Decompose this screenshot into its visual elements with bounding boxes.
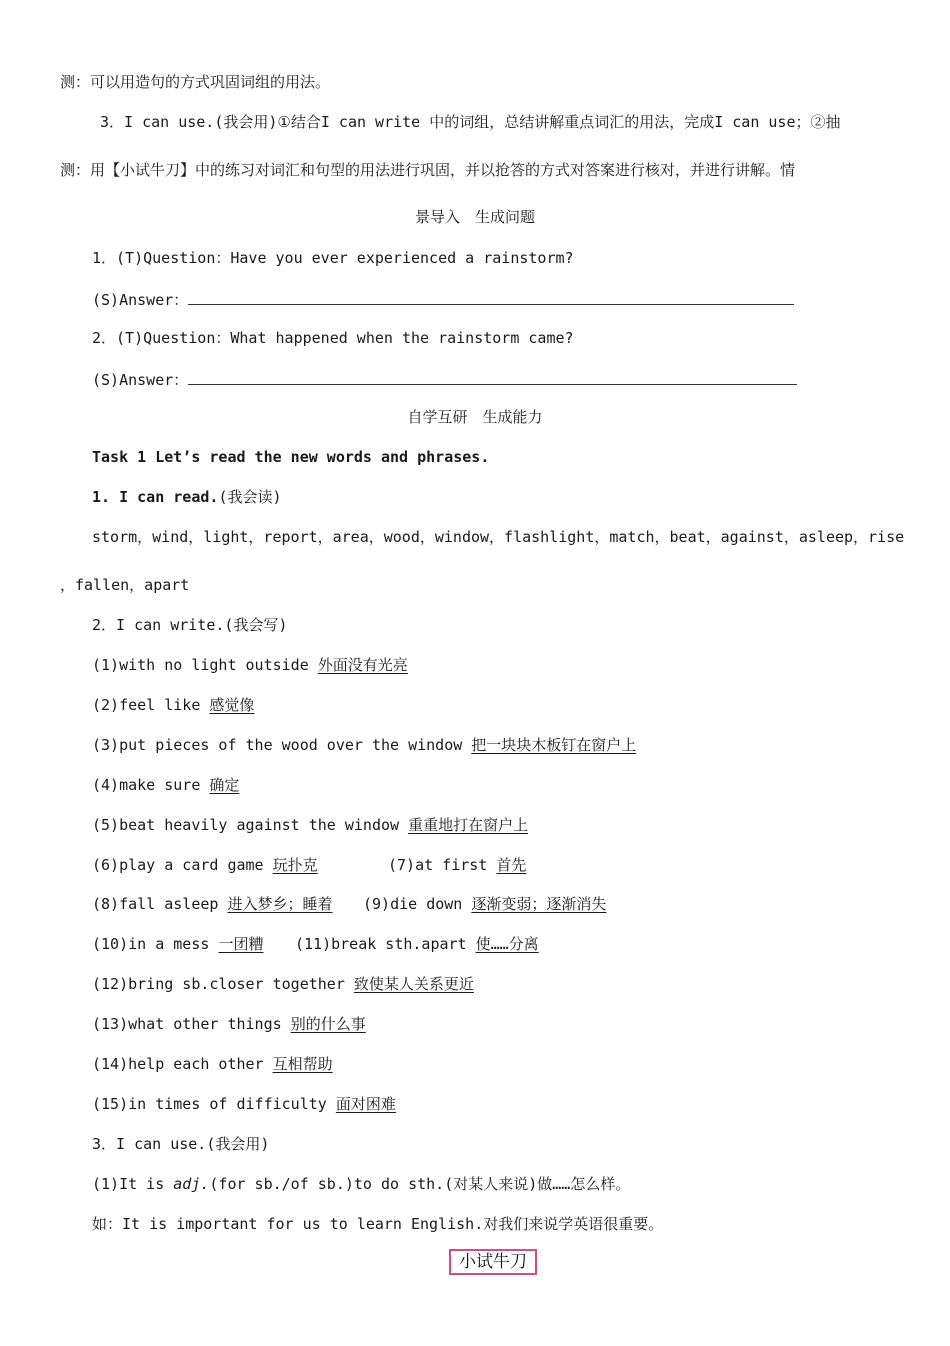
phrase-en: (13)what other things [92, 1015, 291, 1033]
practice-badge: 小试牛刀 [449, 1249, 537, 1275]
use-pattern-1-example: 如：It is important for us to learn English.对我们来说学英语很重要。 [92, 1215, 664, 1233]
phrase-cn-answer: 重重地打在窗户上 [408, 816, 529, 834]
phrase-row [92, 934, 263, 954]
answer-1-label: (S)Answer： [92, 291, 189, 309]
phrase-en: (1)with no light outside [92, 656, 318, 674]
phrase-row [92, 974, 474, 994]
intro-line-3: 测：用【小试牛刀】中的练习对词汇和句型的用法进行巩固，并以抢答的方式对答案进行核对，并进行讲解。情 [60, 161, 796, 179]
phrase-cn-answer: 逐渐变弱；逐渐消失 [471, 895, 607, 913]
section-heading-self-study: 自学互研 生成能力 [407, 408, 543, 426]
phrase-cn-answer: 互相帮助 [272, 1055, 333, 1073]
intro-line-1: 测：可以用造句的方式巩固词组的用法。 [60, 73, 331, 91]
phrase-en: (2)feel like [92, 696, 210, 714]
phrase-cn-answer: 面对困难 [335, 1095, 396, 1113]
phrase-row [92, 1054, 333, 1074]
phrase-en: (8)fall asleep [92, 895, 228, 913]
phrase-en: (3)put pieces of the wood over the window [92, 736, 472, 754]
phrase-row [92, 775, 239, 795]
question-1: 1．(T)Question：Have you ever experienced a rainstorm? [92, 249, 574, 267]
phrase-en: (7)at first [388, 856, 497, 874]
phrase-en: (6)play a card game [92, 856, 273, 874]
phrase-cn-answer: 致使某人关系更近 [353, 975, 474, 993]
phrase-row [92, 894, 332, 914]
i-can-read-cn: (我会读) [218, 488, 282, 506]
task-1-heading: Task 1 Let’s read the new words and phrases. [92, 448, 490, 466]
intro-line-2: 3．I can use.(我会用)①结合I can write 中的词组，总结讲解重点词汇的用法，完成I can use；②抽 [100, 113, 841, 131]
i-can-read-en: 1. I can read. [92, 488, 219, 506]
phrase-row [92, 655, 408, 675]
phrase-cn-answer: 玩扑克 [272, 856, 318, 874]
phrase-row [363, 894, 606, 914]
answer-2-label: (S)Answer： [92, 371, 189, 389]
word-list-line-1: storm，wind，light，report，area，wood，window，flashlight，match，beat，against，asleep，rise [92, 528, 905, 546]
phrase-cn-answer: 确定 [209, 776, 240, 794]
phrase-row [92, 695, 254, 715]
answer-2-blank[interactable] [188, 368, 797, 385]
phrase-en: (10)in a mess [92, 935, 219, 953]
use-pattern-1 [92, 1174, 630, 1194]
phrase-row [295, 934, 539, 954]
phrase-en: (4)make sure [92, 776, 210, 794]
use-pattern-1-start: (1)It is [92, 1175, 174, 1193]
phrase-row [92, 735, 636, 755]
phrase-en: (15)in times of difficulty [92, 1095, 336, 1113]
use-pattern-1-adj: adj. [173, 1175, 210, 1193]
i-can-write-heading: 2．I can write.(我会写) [92, 616, 288, 634]
phrase-cn-answer: 进入梦乡；睡着 [227, 895, 333, 913]
phrase-en: (12)bring sb.closer together [92, 975, 354, 993]
phrase-en: (9)die down [363, 895, 472, 913]
phrase-cn-answer: 外面没有光亮 [317, 656, 408, 674]
i-can-use-heading: 3．I can use.(我会用) [92, 1135, 270, 1153]
word-list-line-2: ，fallen，apart [60, 576, 190, 594]
question-2: 2．(T)Question：What happened when the rainstorm came? [92, 329, 574, 347]
phrase-en: (11)break sth.apart [295, 935, 476, 953]
answer-1-blank[interactable] [188, 288, 794, 305]
phrase-en: (14)help each other [92, 1055, 273, 1073]
phrase-cn-answer: 首先 [496, 856, 527, 874]
answer-2-row [92, 368, 797, 390]
phrase-row [92, 1014, 366, 1034]
phrase-cn-answer: 一团糟 [218, 935, 264, 953]
phrase-cn-answer: 感觉像 [209, 696, 255, 714]
answer-1-row [92, 288, 794, 310]
phrase-row [388, 855, 526, 875]
use-pattern-1-rest: (for sb./of sb.)to do sth.(对某人来说)做……怎么样。 [209, 1175, 631, 1193]
phrase-cn-answer: 别的什么事 [290, 1015, 366, 1033]
phrase-cn-answer: 把一块块木板钉在窗户上 [471, 736, 637, 754]
phrase-row [92, 815, 528, 835]
section-heading-scene: 景导入 生成问题 [414, 208, 535, 226]
phrase-en: (5)beat heavily against the window [92, 816, 409, 834]
phrase-cn-answer: 使……分离 [475, 935, 539, 953]
phrase-row [92, 855, 318, 875]
i-can-read-heading [92, 487, 282, 507]
phrase-row [92, 1094, 396, 1114]
